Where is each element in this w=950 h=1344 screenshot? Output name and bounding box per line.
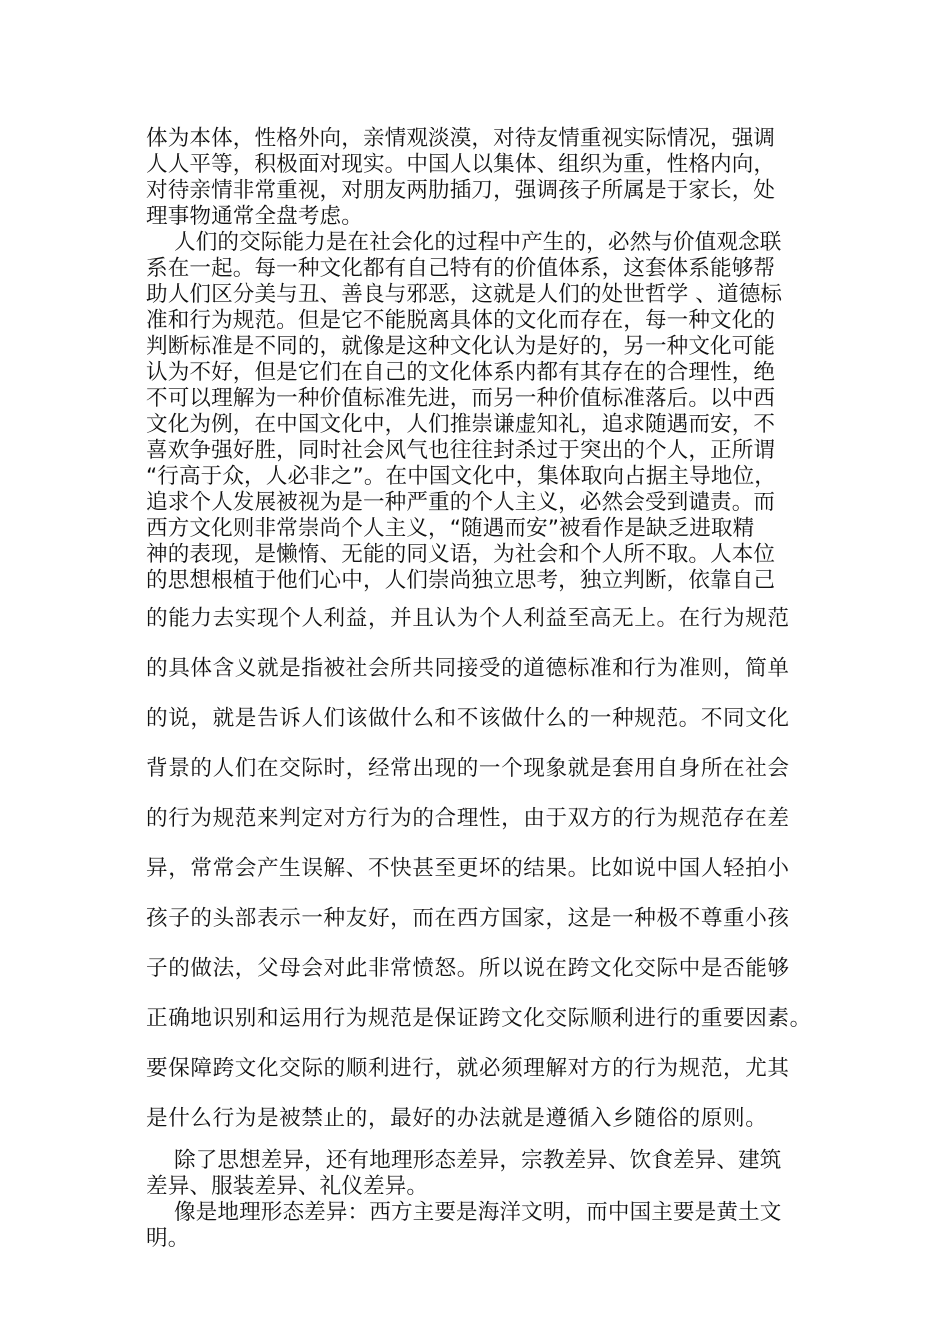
text-line: 系在一起。每一种文化都有自己特有的价值体系，这套体系能够帮: [146, 256, 776, 281]
text-line: 像是地理形态差异：西方主要是海洋文明，而中国主要是黄土文: [174, 1200, 782, 1225]
text-line: 神的表现，是懒惰、无能的同义语，为社会和个人所不取。人本位: [146, 542, 776, 567]
text-line: 准和行为规范。但是它不能脱离具体的文化而存在，每一种文化的: [146, 308, 776, 333]
text-line: 的行为规范来判定对方行为的合理性，由于双方的行为规范存在差: [146, 806, 790, 831]
text-line: 人们的交际能力是在社会化的过程中产生的，必然与价值观念联: [174, 230, 782, 255]
text-line: 助人们区分美与丑、善良与邪恶，这就是人们的处世哲学 、道德标: [146, 282, 783, 307]
text-line: 人人平等，积极面对现实。中国人以集体、组织为重，性格内向，: [146, 152, 776, 177]
text-line: 认为不好，但是它们在自己的文化体系内都有其存在的合理性，绝: [146, 360, 776, 385]
text-line: 理事物通常全盘考虑。: [146, 204, 363, 229]
text-line: 正确地识别和运用行为规范是保证跨文化交际顺利进行的重要因素。: [146, 1006, 812, 1031]
text-line: 体为本体，性格外向，亲情观淡漠，对待友情重视实际情况，强调: [146, 126, 776, 151]
text-line: 异，常常会产生误解、不快甚至更坏的结果。比如说中国人轻拍小: [146, 856, 790, 881]
text-line: 喜欢争强好胜，同时社会风气也往往封杀过于突出的个人，正所谓: [146, 438, 776, 463]
text-line: 对待亲情非常重视，对朋友两肋插刀，强调孩子所属是于家长，处: [146, 178, 776, 203]
text-line: 孩子的头部表示一种友好，而在西方国家，这是一种极不尊重小孩: [146, 906, 790, 931]
text-line: 不可以理解为一种价值标准先进，而另一种价值标准落后。以中西: [146, 386, 776, 411]
text-line: 的具体含义就是指被社会所共同接受的道德标准和行为准则，简单: [146, 656, 790, 681]
text-line: 文化为例，在中国文化中，人们推崇谦虚知礼，追求随遇而安，不: [146, 412, 776, 437]
text-line: 差异、服装差异、礼仪差异。: [146, 1174, 429, 1199]
text-line: 明。: [146, 1226, 190, 1251]
text-line: 追求个人发展被视为是一种严重的个人主义，必然会受到谴责。而: [146, 490, 776, 515]
text-line: 判断标准是不同的，就像是这种文化认为是好的，另一种文化可能: [146, 334, 776, 359]
text-line: 西方文化则非常崇尚个人主义，“随遇而安”被看作是缺乏进取精: [146, 516, 755, 541]
text-line: 背景的人们在交际时，经常出现的一个现象就是套用自身所在社会: [146, 756, 790, 781]
text-line: 的思想根植于他们心中，人们崇尚独立思考，独立判断，依靠自己: [146, 568, 776, 593]
text-line: 要保障跨文化交际的顺利进行，就必须理解对方的行为规范，尤其: [146, 1056, 790, 1081]
text-line: 是什么行为是被禁止的，最好的办法就是遵循入乡随俗的原则。: [146, 1106, 768, 1131]
text-line: “行高于众，人必非之”。在中国文化中，集体取向占据主导地位，: [146, 464, 777, 489]
text-line: 除了思想差异，还有地理形态差异，宗教差异、饮食差异、建筑: [174, 1148, 782, 1173]
text-line: 的说，就是告诉人们该做什么和不该做什么的一种规范。不同文化: [146, 706, 790, 731]
text-line: 的能力去实现个人利益，并且认为个人利益至高无上。在行为规范: [146, 606, 790, 631]
text-line: 子的做法，父母会对此非常愤怒。所以说在跨文化交际中是否能够: [146, 956, 790, 981]
